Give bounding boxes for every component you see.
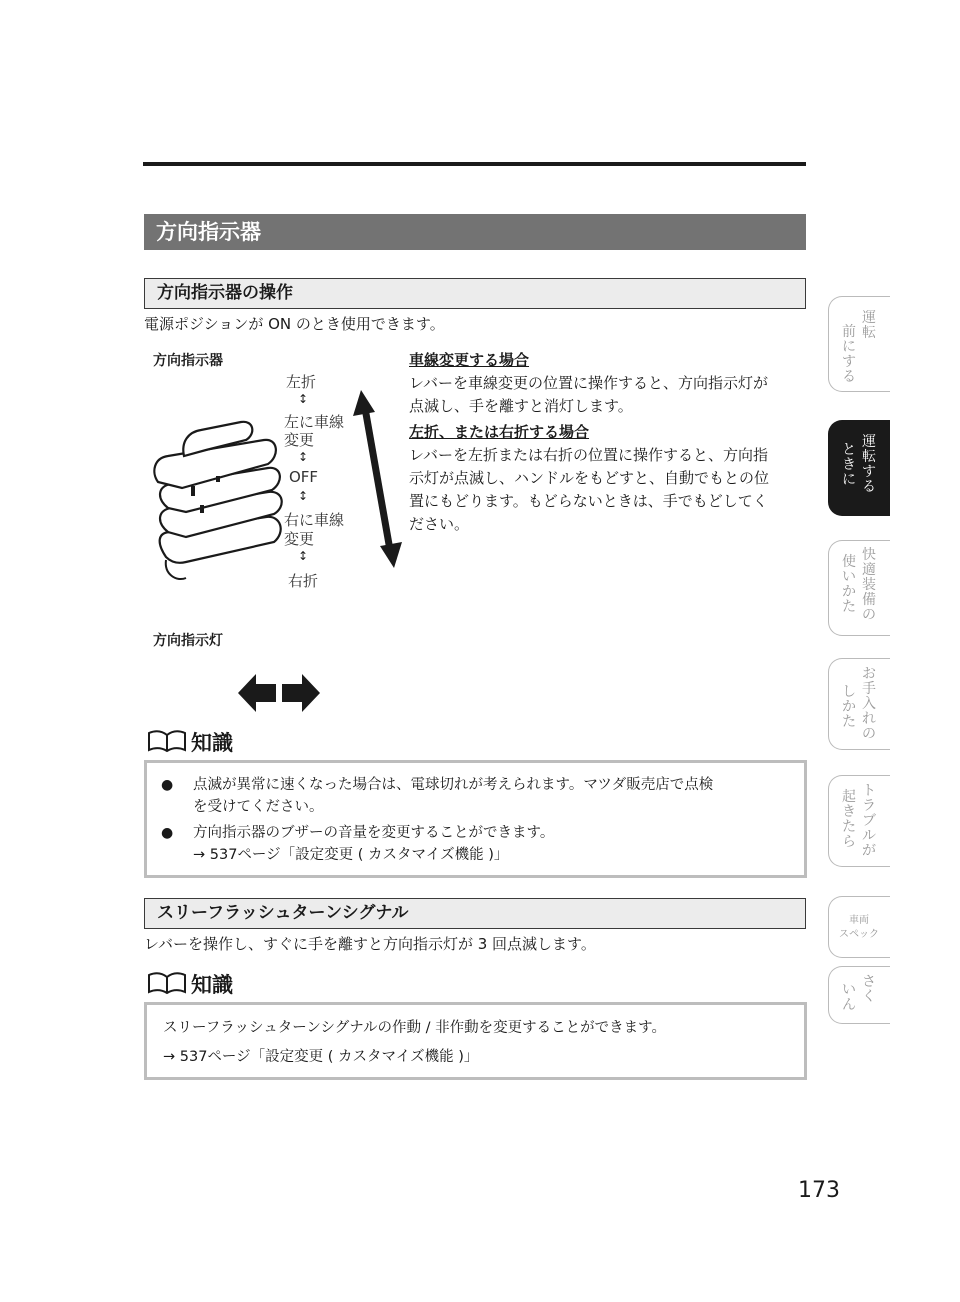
arrow-updown-icon: ↕ xyxy=(298,549,309,563)
tab-label: スペック xyxy=(839,929,879,940)
top-rule xyxy=(143,162,806,166)
tab-label: お手入れの xyxy=(862,666,876,742)
knowledge-box xyxy=(144,1002,807,1080)
arrow-updown-icon: ↕ xyxy=(298,392,309,406)
bullet-icon: ● xyxy=(161,777,174,793)
tab-label: いん xyxy=(842,982,856,1013)
position-left-turn: 左折 xyxy=(286,373,317,391)
three-flash-title: スリーフラッシュターンシグナル xyxy=(144,898,806,929)
side-tab-before-driving[interactable] xyxy=(828,296,890,392)
tab-label: 起きたら xyxy=(842,789,856,850)
lane-change-heading: 車線変更する場合 xyxy=(409,351,530,369)
arrow-updown-icon: ↕ xyxy=(298,450,309,464)
bullet-icon: ● xyxy=(161,825,174,841)
section-title: 方向指示器 xyxy=(144,214,806,250)
book-icon xyxy=(146,970,188,996)
knowledge-title: 知識 xyxy=(191,731,233,755)
tab-label: 運 xyxy=(862,310,876,326)
tab-label: 使いかた xyxy=(842,554,856,615)
figure-label: 方向指示器 xyxy=(153,353,223,369)
turn-heading: 左折、または右折する場合 xyxy=(409,423,590,441)
page-reference[interactable]: → 537ページ「設定変更 ( カスタマイズ機能 )」 xyxy=(163,1049,479,1065)
turn-line-2: 示灯が点滅し、ハンドルをもどすと、自動でもとの位 xyxy=(409,469,770,487)
book-icon xyxy=(146,728,188,754)
double-arrow-icon xyxy=(348,390,408,570)
position-left-lane-1: 左に車線 xyxy=(284,413,345,431)
position-right-lane-2: 変更 xyxy=(284,530,315,548)
turn-indicator-arrows-icon xyxy=(238,672,328,714)
tab-label: 快適装備の xyxy=(862,547,876,623)
side-tab-driving[interactable] xyxy=(828,420,890,516)
position-right-lane-1: 右に車線 xyxy=(284,511,345,529)
operation-intro: 電源ポジションが ON のとき使用できます。 xyxy=(144,315,445,333)
bullet-text: を受けてください。 xyxy=(193,799,324,815)
tab-label: しかた xyxy=(842,684,856,730)
position-left-lane-2: 変更 xyxy=(284,431,315,449)
bullet-text: 方向指示器のブザーの音量を変更することができます。 xyxy=(193,825,555,841)
tab-label: 車両 xyxy=(849,915,869,926)
three-flash-text: レバーを操作し、すぐに手を離すと方向指示灯が 3 回点滅します。 xyxy=(144,935,596,953)
turn-line-4: ださい。 xyxy=(409,515,470,533)
knowledge-line: スリーフラッシュターンシグナルの作動 / 非作動を変更することができます。 xyxy=(163,1020,666,1036)
list-item xyxy=(161,822,791,866)
tab-label: トラブルが xyxy=(862,783,876,859)
position-right-turn: 右折 xyxy=(288,572,319,590)
side-tab-maintenance[interactable] xyxy=(828,658,890,750)
tab-label: さく xyxy=(862,974,876,1005)
side-tab-specs[interactable] xyxy=(828,896,890,958)
arrow-updown-icon: ↕ xyxy=(298,489,309,503)
side-tab-index[interactable] xyxy=(828,966,890,1024)
operation-title: 方向指示器の操作 xyxy=(144,278,806,309)
turn-line-3: 置にもどります。もどらないときは、手でもどしてく xyxy=(409,492,768,510)
tab-label: 運転する xyxy=(862,434,876,495)
turn-line-1: レバーを左折または右折の位置に操作すると、方向指 xyxy=(409,446,768,464)
lever-illustration xyxy=(146,412,286,582)
side-tab-comfort[interactable] xyxy=(828,540,890,636)
lane-change-line-2: 点滅し、手を離すと消灯します。 xyxy=(409,397,633,415)
lane-change-line-1: レバーを車線変更の位置に操作すると、方向指示灯が xyxy=(409,374,768,392)
tab-label: 転 xyxy=(862,325,876,341)
page-number: 173 xyxy=(798,1178,840,1203)
position-off: OFF xyxy=(289,468,319,486)
knowledge-title: 知識 xyxy=(191,973,233,997)
list-item xyxy=(161,774,791,818)
bullet-text: 点滅が異常に速くなった場合は、電球切れが考えられます。マツダ販売店で点検 xyxy=(193,777,714,793)
page-reference[interactable]: → 537ページ「設定変更 ( カスタマイズ機能 )」 xyxy=(193,847,509,863)
tab-label: ときに xyxy=(842,442,856,488)
side-tab-trouble[interactable] xyxy=(828,775,890,867)
tab-label: 前にする xyxy=(842,324,856,385)
indicator-light-label: 方向指示灯 xyxy=(153,633,223,649)
knowledge-box xyxy=(144,760,807,878)
